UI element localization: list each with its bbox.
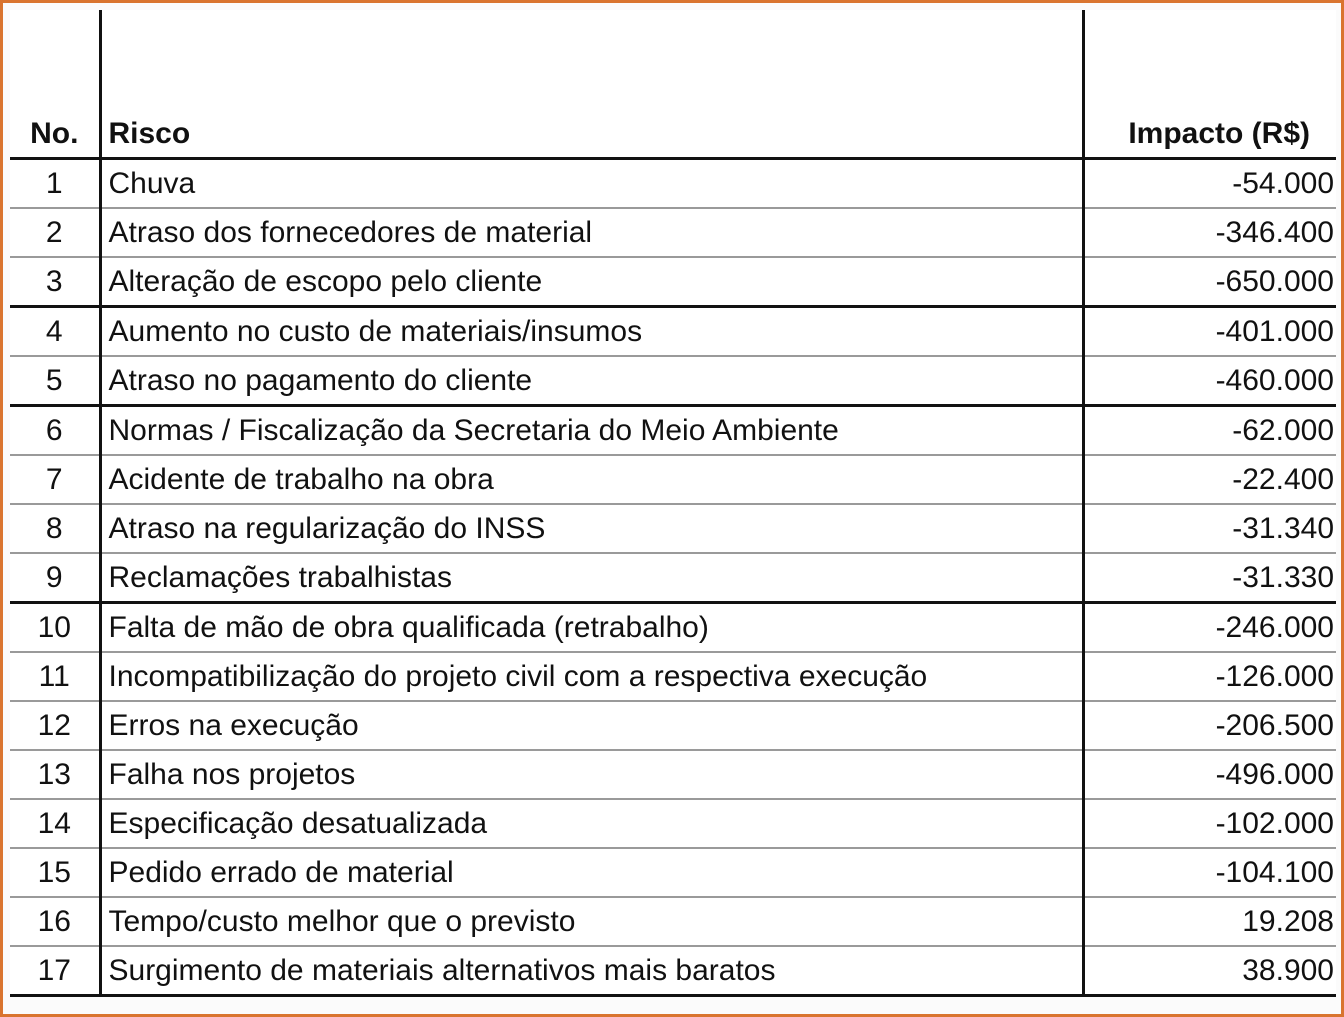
row-risk: Incompatibilização do projeto civil com a respectiva execução [100,652,1083,701]
table-row [10,897,1336,946]
row-impact: -246.000 [1083,603,1336,653]
row-number: 9 [10,553,100,603]
row-number: 14 [10,799,100,848]
table-row [10,750,1336,799]
row-number: 5 [10,356,100,406]
row-impact: -206.500 [1083,701,1336,750]
row-impact: 19.208 [1083,897,1336,946]
row-risk: Atraso no pagamento do cliente [100,356,1083,406]
row-risk: Normas / Fiscalização da Secretaria do Meio Ambiente [100,406,1083,456]
row-impact: -401.000 [1083,307,1336,357]
row-impact: -62.000 [1083,406,1336,456]
row-impact: -104.100 [1083,848,1336,897]
row-risk: Erros na execução [100,701,1083,750]
row-number: 8 [10,504,100,553]
header-impact: Impacto (R$) [1083,10,1336,159]
row-risk: Reclamações trabalhistas [100,553,1083,603]
row-impact: -460.000 [1083,356,1336,406]
row-risk: Atraso na regularização do INSS [100,504,1083,553]
row-impact: -650.000 [1083,257,1336,307]
table-row [10,356,1336,406]
row-impact: -31.330 [1083,553,1336,603]
table-row [10,208,1336,257]
row-risk: Aumento no custo de materiais/insumos [100,307,1083,357]
table-row [10,701,1336,750]
table-row [10,848,1336,897]
row-number: 3 [10,257,100,307]
row-risk: Especificação desatualizada [100,799,1083,848]
row-impact: -126.000 [1083,652,1336,701]
table-row [10,406,1336,456]
row-impact: -22.400 [1083,455,1336,504]
table-row [10,652,1336,701]
row-impact: -31.340 [1083,504,1336,553]
row-risk: Surgimento de materiais alternativos mais baratos [100,946,1083,996]
header-risk: Risco [100,10,1083,159]
row-risk: Alteração de escopo pelo cliente [100,257,1083,307]
table-row [10,603,1336,653]
row-risk: Acidente de trabalho na obra [100,455,1083,504]
header-no: No. [10,10,100,159]
row-number: 16 [10,897,100,946]
row-number: 12 [10,701,100,750]
row-number: 10 [10,603,100,653]
row-impact: -496.000 [1083,750,1336,799]
row-risk: Falha nos projetos [100,750,1083,799]
row-number: 17 [10,946,100,996]
row-number: 1 [10,159,100,209]
row-risk: Atraso dos fornecedores de material [100,208,1083,257]
table-row [10,257,1336,307]
table-row [10,946,1336,996]
row-number: 11 [10,652,100,701]
row-risk: Falta de mão de obra qualificada (retrabalho) [100,603,1083,653]
table-row [10,307,1336,357]
row-number: 4 [10,307,100,357]
row-risk: Pedido errado de material [100,848,1083,897]
table-header-row [10,10,1336,159]
table-row [10,504,1336,553]
risk-table-container [10,10,1336,997]
row-impact: -346.400 [1083,208,1336,257]
row-impact: 38.900 [1083,946,1336,996]
row-number: 13 [10,750,100,799]
table-row [10,553,1336,603]
table-row [10,159,1336,209]
table-row [10,799,1336,848]
row-number: 6 [10,406,100,456]
row-number: 2 [10,208,100,257]
row-impact: -102.000 [1083,799,1336,848]
row-impact: -54.000 [1083,159,1336,209]
row-number: 15 [10,848,100,897]
table-row [10,455,1336,504]
row-risk: Chuva [100,159,1083,209]
risk-table [10,10,1336,997]
row-risk: Tempo/custo melhor que o previsto [100,897,1083,946]
row-number: 7 [10,455,100,504]
